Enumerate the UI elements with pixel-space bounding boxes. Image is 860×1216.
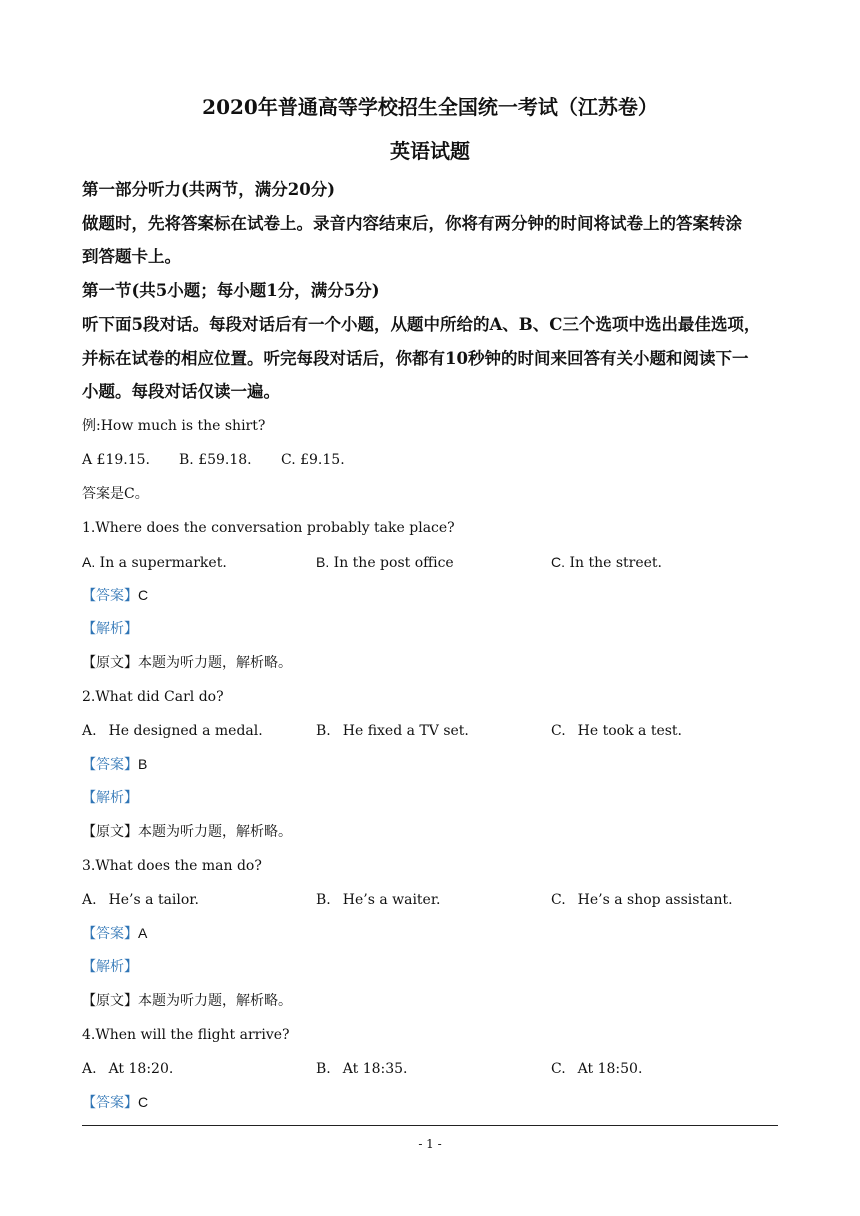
q1-original-row <box>82 653 292 673</box>
option-text: In a supermarket. <box>95 555 227 571</box>
q1-option-c <box>551 552 662 573</box>
q3-option-b <box>316 890 440 910</box>
q3-original-row <box>82 991 292 1011</box>
q4-answer-row <box>82 1092 148 1113</box>
example-option-b: B. £59.18. <box>179 452 252 468</box>
option-letter: C. <box>551 554 565 570</box>
analysis-label: 【解析】 <box>82 790 138 806</box>
section1-instructions-line: 小题。每段对话仅读一遍。 <box>82 382 280 401</box>
option-letter: A. <box>82 892 97 908</box>
answer-label: 【答案】 <box>82 757 138 773</box>
option-text: He’s a waiter. <box>342 892 441 908</box>
q4-option-a <box>82 1059 173 1079</box>
answer-label: 【答案】 <box>82 588 138 604</box>
answer-value: A <box>138 925 148 941</box>
instructions-line: 到答题卡上。 <box>82 247 181 266</box>
q2-analysis-row <box>82 788 138 808</box>
question-4: 4.When will the flight arrive? <box>82 1027 290 1043</box>
option-text: He designed a medal. <box>108 723 263 739</box>
q3-option-c <box>551 890 733 910</box>
q1-analysis-row <box>82 619 138 639</box>
example-option-c: C. £9.15. <box>281 452 345 468</box>
original-label: 【原文】 <box>82 993 138 1009</box>
example-option-a: A £19.15. <box>82 452 150 468</box>
original-label: 【原文】 <box>82 824 138 840</box>
option-text: He’s a tailor. <box>108 892 199 908</box>
answer-value: C <box>138 587 149 603</box>
section1-heading: 第一节(共5小题；每小题1分，满分5分) <box>82 281 380 300</box>
question-1: 1.Where does the conversation probably take place? <box>82 520 455 536</box>
option-letter: C. <box>551 1061 566 1077</box>
option-text: At 18:50. <box>577 1061 643 1077</box>
analysis-label: 【解析】 <box>82 621 138 637</box>
question-2: 2.What did Carl do? <box>82 689 224 705</box>
original-text: 本题为听力题，解析略。 <box>138 824 292 840</box>
q2-answer-row <box>82 754 147 775</box>
option-text: He’s a shop assistant. <box>577 892 733 908</box>
analysis-label: 【解析】 <box>82 959 138 975</box>
instructions-line: 做题时，先将答案标在试卷上。录音内容结束后，你将有两分钟的时间将试卷上的答案转涂 <box>82 214 742 233</box>
q1-option-a <box>82 552 227 573</box>
page-number: - 1 - <box>418 1137 442 1151</box>
q4-option-c <box>551 1059 642 1079</box>
original-text: 本题为听力题，解析略。 <box>138 655 292 671</box>
option-letter: B. <box>316 1061 331 1077</box>
option-text: At 18:20. <box>108 1061 174 1077</box>
option-letter: A. <box>82 1061 97 1077</box>
option-text: In the street. <box>565 555 662 571</box>
option-letter: C. <box>551 723 566 739</box>
exam-subtitle: 英语试题 <box>390 139 470 163</box>
answer-label: 【答案】 <box>82 1095 138 1111</box>
q3-answer-row <box>82 923 147 944</box>
option-text: In the post office <box>329 555 454 571</box>
q4-option-b <box>316 1059 408 1079</box>
part1-heading: 第一部分听力(共两节，满分20分) <box>82 180 336 199</box>
section1-instructions-line: 并标在试卷的相应位置。听完每段对话后，你都有10秒钟的时间来回答有关小题和阅读下一 <box>82 349 749 368</box>
option-letter: A. <box>82 554 96 570</box>
answer-value: C <box>138 1094 149 1110</box>
q2-option-a <box>82 721 263 741</box>
option-letter: C. <box>551 892 566 908</box>
exam-title: 2020年普通高等学校招生全国统一考试（江苏卷） <box>202 95 658 119</box>
option-text: At 18:35. <box>342 1061 408 1077</box>
q1-answer-row <box>82 585 148 606</box>
q2-original-row <box>82 822 292 842</box>
q2-option-b <box>316 721 469 741</box>
q3-option-a <box>82 890 199 910</box>
footer-divider <box>82 1125 778 1126</box>
example-question: 例:How much is the shirt? <box>82 418 266 434</box>
option-letter: A. <box>82 723 97 739</box>
option-text: He took a test. <box>577 723 683 739</box>
answer-value: B <box>138 756 148 772</box>
q2-option-c <box>551 721 682 741</box>
option-letter: B. <box>316 723 331 739</box>
option-text: He fixed a TV set. <box>342 723 469 739</box>
question-3: 3.What does the man do? <box>82 858 262 874</box>
option-letter: B. <box>316 892 331 908</box>
option-letter: B. <box>316 554 330 570</box>
q1-option-b <box>316 552 454 573</box>
example-answer: 答案是C。 <box>82 486 149 502</box>
original-label: 【原文】 <box>82 655 138 671</box>
original-text: 本题为听力题，解析略。 <box>138 993 292 1009</box>
answer-label: 【答案】 <box>82 926 138 942</box>
q3-analysis-row <box>82 957 138 977</box>
section1-instructions-line: 听下面5段对话。每段对话后有一个小题，从题中所给的A、B、C三个选项中选出最佳选项， <box>82 315 761 334</box>
